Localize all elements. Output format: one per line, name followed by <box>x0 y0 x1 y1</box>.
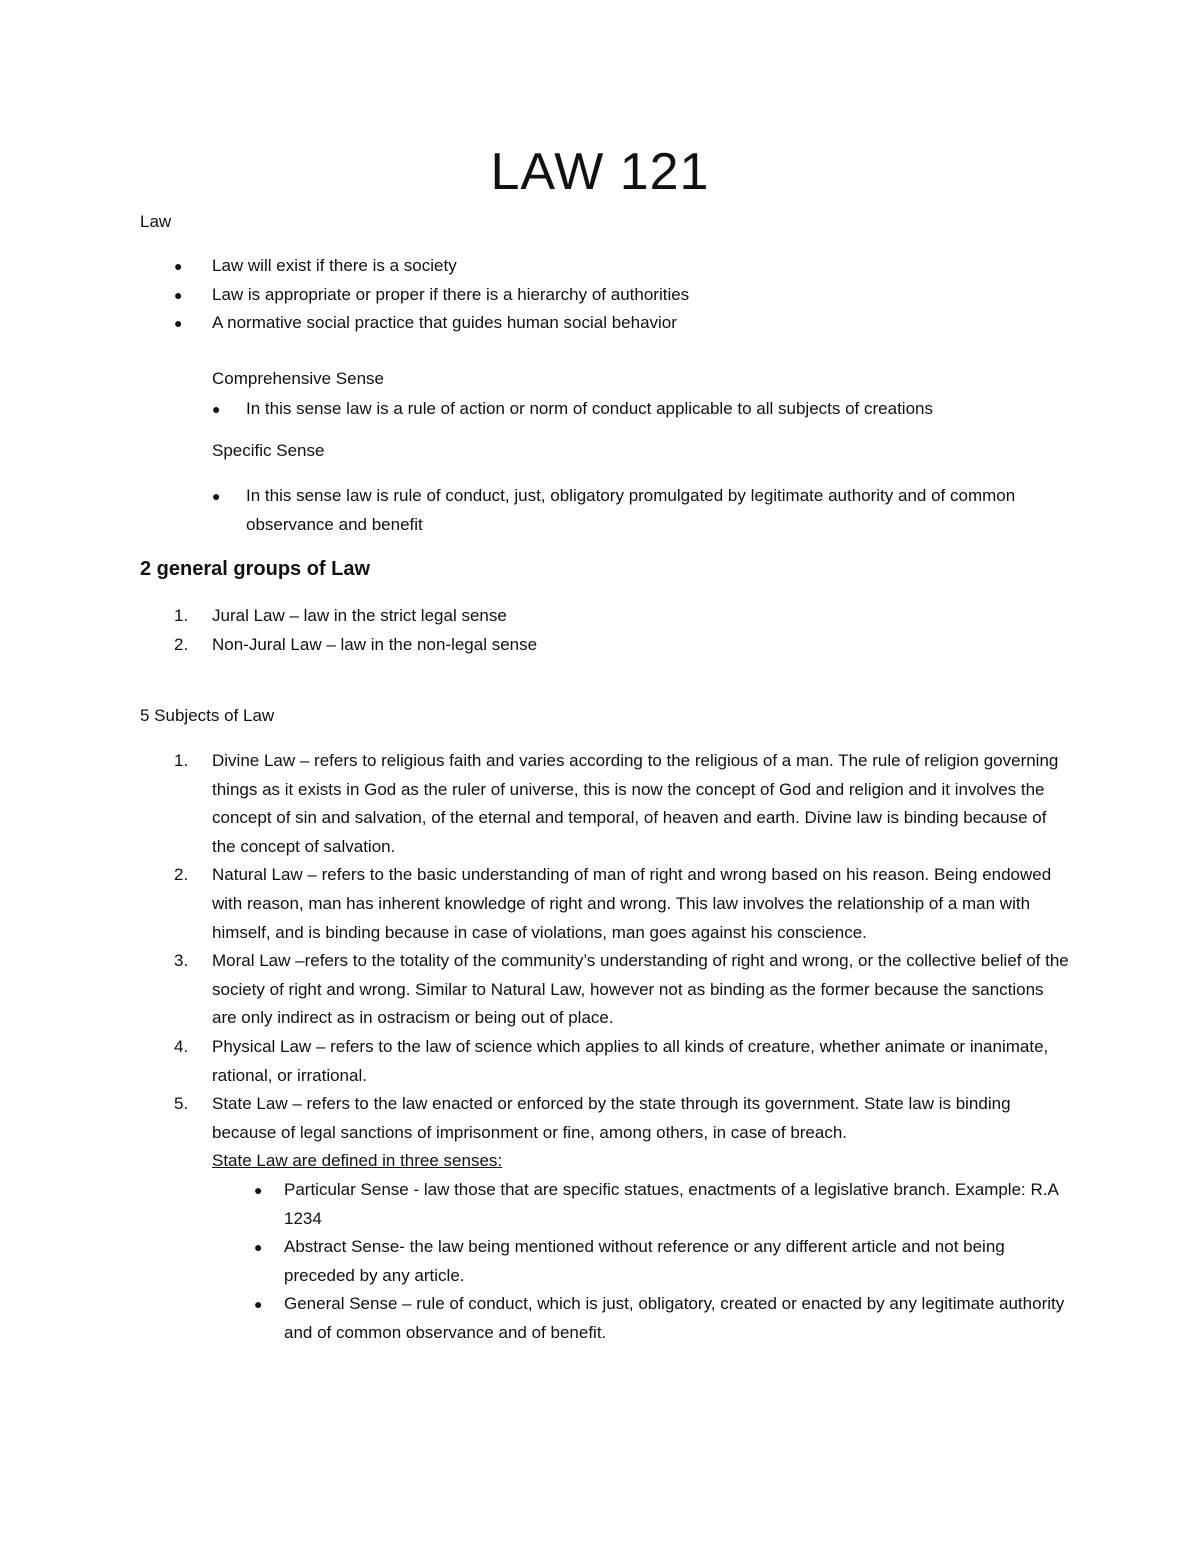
bullet-icon: ● <box>174 286 183 303</box>
list-item: 1. Jural Law – law in the strict legal sense <box>174 606 507 625</box>
list-item: 2. Natural Law – refers to the basic understanding of man of right and wrong based on his reason. Being endowed with reason, man has inherent knowledge of right and wrong. This law involves the relationship of a man with himself, and is binding because in case of violations, man goes against his conscience. <box>174 865 1052 942</box>
list-item: ● A normative social practice that guides human social behavior <box>140 309 1040 338</box>
subjects-heading: 5 Subjects of Law <box>140 706 275 725</box>
list-item: 1. Divine Law – refers to religious faith and varies according to the religious of a man. The rule of religion governing things as it exists in God as the ruler of universe, this is now the concept of God and religion and it involves the concept of sin and salvation, of the eternal and temporal, of heaven and earth. Divine law is binding because of the concept of salvation. <box>174 751 1059 856</box>
law-heading: Law <box>140 212 172 231</box>
bullet-icon: ● <box>174 258 183 274</box>
list-item: ● In this sense law is rule of conduct, just, obligatory promulgated by legitimate authority and of common observance and benefit <box>212 482 1062 539</box>
list-item: 2. Non-Jural Law – law in the non-legal sense <box>174 634 538 654</box>
list-item: ● Law will exist if there is a society <box>140 252 1040 281</box>
list-item: ● In this sense law is a rule of action or norm of conduct applicable to all subjects of creations <box>212 395 1092 424</box>
comprehensive-sense-heading: Comprehensive Sense <box>212 369 384 388</box>
list-item: 5. State Law – refers to the law enacted or enforced by the state through its government. State law is binding because of legal sanctions of imprisonment or fine, among others, in case of breach. State Law are defined in three senses: ● Particular Sense - law those that are specific statues, enactments of a legislative branch. Example: R.A 1234 ● Abstract Sense- the law being mentioned without reference or any different article and not being preceded by any article. ● General Sense – rule of conduct, which is just, obligatory, created or enacted by any legitimate authority and of common observance and of benefit. <box>140 1090 1070 1347</box>
bullet-icon: ● <box>254 1239 263 1256</box>
specific-sense-heading: Specific Sense <box>212 441 325 460</box>
law-bullet-list <box>140 252 1040 338</box>
page-title: LAW 121 <box>490 143 710 201</box>
list-item: ● Particular Sense - law those that are specific statues, enactments of a legislative branch. Example: R.A 1234 <box>212 1176 1070 1233</box>
groups-heading: 2 general groups of Law <box>140 558 371 580</box>
list-item: ● Abstract Sense- the law being mentioned without reference or any different article and not being preceded by any article. <box>212 1233 1070 1290</box>
list-item: ● General Sense – rule of conduct, which is just, obligatory, created or enacted by any legitimate authority and of common observance and of benefit. <box>212 1290 1070 1347</box>
bullet-icon: ● <box>254 1181 263 1198</box>
bullet-icon: ● <box>254 1296 263 1313</box>
bullet-icon: ● <box>212 488 221 504</box>
list-item: 3. Moral Law –refers to the totality of the community’s understanding of right and wrong, or the collective belief of the society of right and wrong. Similar to Natural Law, however not as binding as the former because the sanctions are only indirect as in ostracism or being out of place. <box>174 951 1069 1028</box>
subjects-list <box>140 747 1070 1347</box>
state-law-senses-heading: State Law are defined in three senses: <box>212 1151 503 1171</box>
list-item: 4. Physical Law – refers to the law of science which applies to all kinds of creature, whether animate or inanimate, rational, or irrational. <box>174 1036 1049 1085</box>
specific-sense-list <box>212 482 1062 539</box>
state-law-senses-list <box>212 1176 1070 1348</box>
groups-list <box>140 602 1070 659</box>
comprehensive-sense-list <box>212 395 1092 424</box>
bullet-icon: ● <box>174 315 183 331</box>
list-item: ● Law is appropriate or proper if there is a hierarchy of authorities <box>140 281 1040 310</box>
bullet-icon: ● <box>212 401 221 417</box>
